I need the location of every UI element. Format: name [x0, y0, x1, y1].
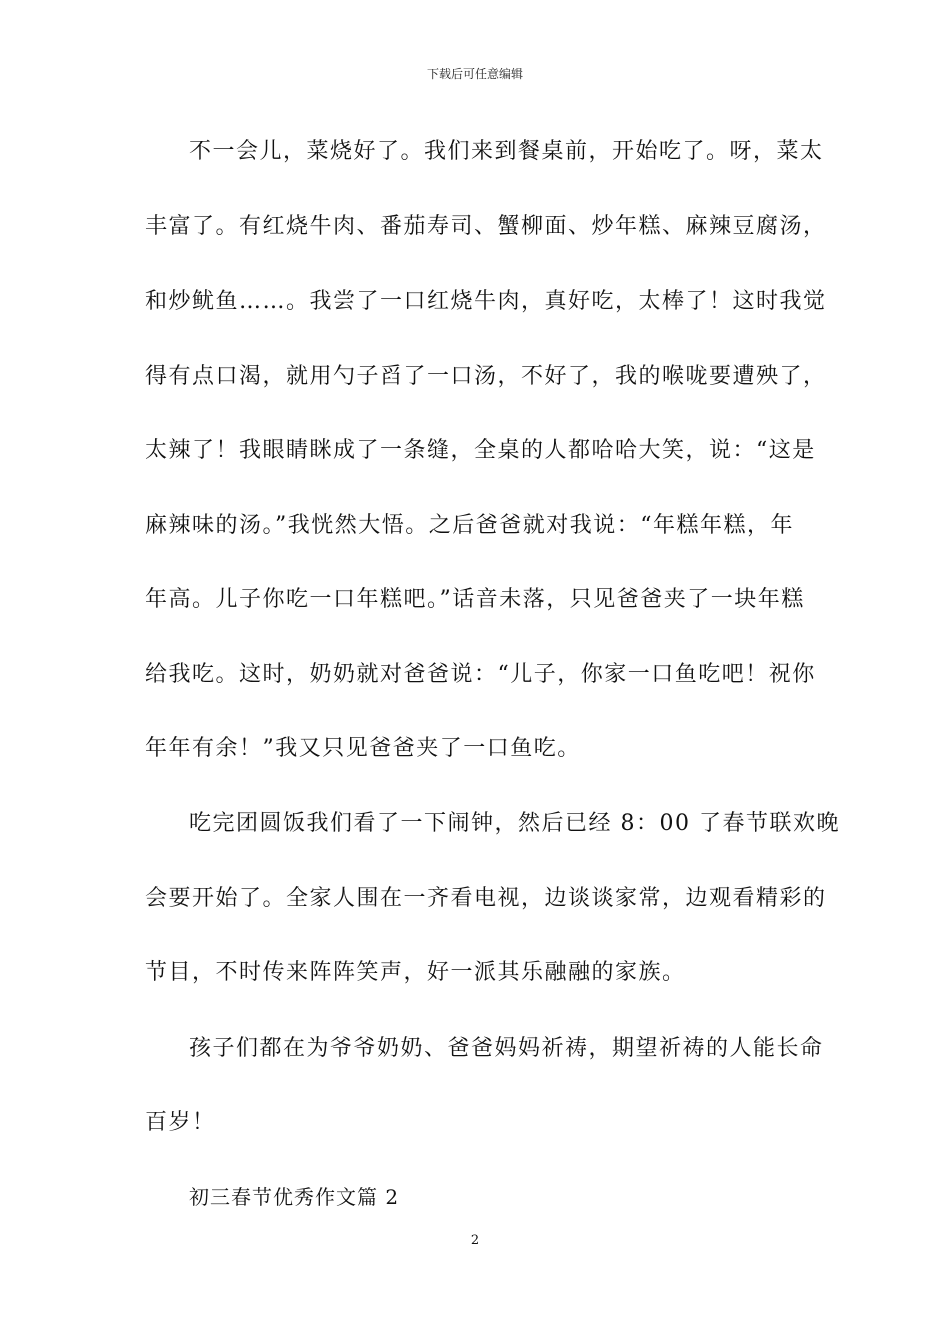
paragraph-line: 太辣了！我眼睛眯成了一条缝，全桌的人都哈哈大笑，说：“这是 — [145, 438, 816, 463]
page-number: 2 — [470, 1233, 480, 1248]
page-header: 下载后可任意编辑 — [426, 67, 523, 81]
paragraph-line: 年高。儿子你吃一口年糕吧。”话音未落，只见爸爸夹了一块年糕 — [145, 587, 805, 612]
paragraph-line: 麻辣味的汤。”我恍然大悟。之后爸爸就对我说：“年糕年糕，年 — [145, 513, 794, 538]
paragraph-line: 给我吃。这时，奶奶就对爸爸说：“儿子，你家一口鱼吃吧！祝你 — [145, 662, 816, 687]
paragraph-line: 会要开始了。全家人围在一齐看电视，边谈谈家常，边观看精彩的 — [145, 886, 827, 911]
paragraph-line: 百岁！ — [145, 1110, 216, 1135]
paragraph-line: 和炒鱿鱼……。我尝了一口红烧牛肉，真好吃，太棒了！这时我觉 — [145, 289, 827, 314]
section-title: 初三春节优秀作文篇 2 — [189, 1185, 400, 1209]
paragraph-line: 丰富了。有红烧牛肉、番茄寿司、蟹柳面、炒年糕、麻辣豆腐汤， — [145, 214, 827, 239]
paragraph-line: 得有点口渴，就用勺子舀了一口汤，不好了，我的喉咙要遭殃了， — [145, 364, 827, 389]
paragraph-line: 节目，不时传来阵阵笑声，好一派其乐融融的家族。 — [145, 960, 686, 985]
paragraph-line: 年年有余！”我又只见爸爸夹了一口鱼吃。 — [145, 736, 581, 761]
paragraph-line: 孩子们都在为爷爷奶奶、爸爸妈妈祈祷，期望祈祷的人能长命 — [189, 1036, 824, 1061]
paragraph-line: 不一会儿，菜烧好了。我们来到餐桌前，开始吃了。呀，菜太 — [189, 139, 824, 164]
paragraph-line: 吃完团圆饭我们看了一下闹钟，然后已经 8：00 了春节联欢晚 — [189, 811, 840, 836]
